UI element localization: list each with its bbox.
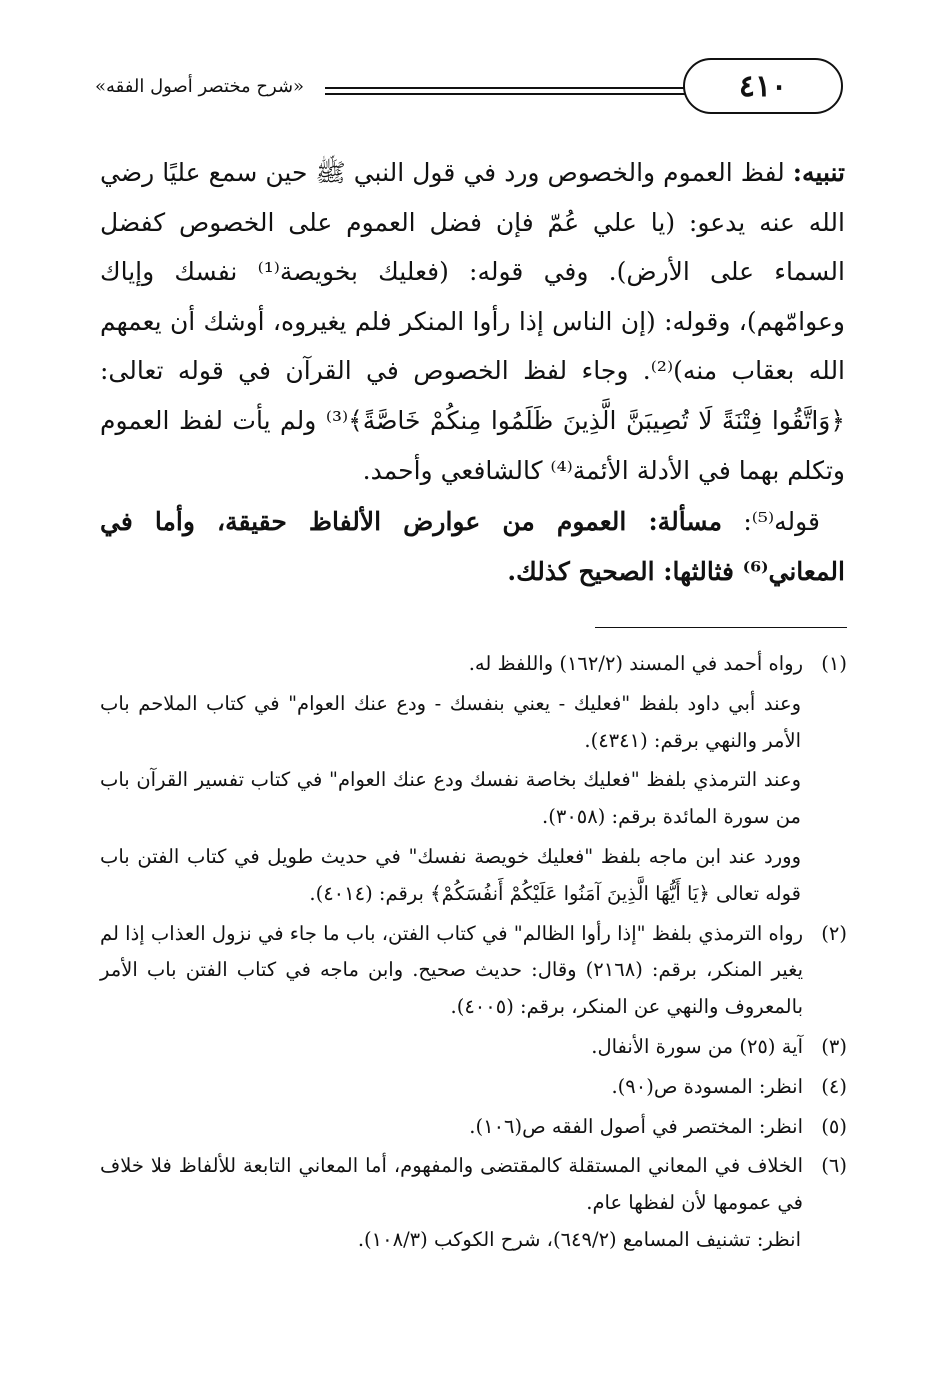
footnote-1-abudawud: وعند أبي داود بلفظ "فعليك - يعني بنفسك - ودع عنك العوام" في كتاب الملاحم باب الأمر والنهي برقم: (٤٣٤١). — [100, 691, 801, 752]
footnote-number: (٥) — [821, 1114, 847, 1138]
issue-text: مسألة: العموم من عوارض الألفاظ حقيقة، وأما في المعاني⁽⁶⁾ فثالثها: الصحيح كذلك. — [100, 507, 845, 586]
footnote-separator — [595, 627, 847, 628]
footnote-number: (٤) — [821, 1074, 847, 1098]
footnote-1 — [100, 646, 847, 683]
note-text: لفظ العموم والخصوص ورد في قول النبي ﷺ حين سمع عليًا رضي الله عنه يدعو: (يا علي عُمّ فإن فضل العموم على الخصوص كفضل السماء على الأرض). وفي قوله: (فعليك بخويصة⁽¹⁾ نفسك وإياك وعوامّهم)، وقوله: (إن الناس إذا رأوا المنكر فلم يغيروه، أوشك أن يعمهم الله بعقاب منه)⁽²⁾. وجاء لفظ الخصوص في القرآن في قوله تعالى: ﴿وَاتَّقُوا فِتْنَةً لَا تُصِيبَنَّ الَّذِينَ ظَلَمُوا مِنكُمْ خَاصَّةً﴾⁽³⁾ ولم يأت لفظ العموم وتكلم بهما في الأدلة الأئمة⁽⁴⁾ كالشافعي وأحمد. — [100, 158, 846, 485]
footnote-number: (٣) — [821, 1034, 847, 1058]
footnote-number: (٢) — [821, 921, 847, 945]
footnote-1-ibnmajah: وورد عند ابن ماجه بلفظ "فعليك خويصة نفسك" في حديث طويل في كتاب الفتن باب قوله تعالى ﴿يَا أَيُّهَا الَّذِينَ آمَنُوا عَلَيْكُمْ أَنفُسَكُمْ﴾ برقم: (٤٠١٤). — [100, 844, 801, 905]
footnote-6-references: انظر: تشنيف المسامع (٦٤٩/٢)، شرح الكوكب (١٠٨/٣). — [357, 1227, 801, 1251]
paragraph-issue — [100, 497, 845, 596]
page-number: ٤١٠ — [683, 58, 843, 114]
paragraph-note — [100, 148, 845, 495]
footnote-text: رواه أحمد في المسند (١٦٢/٢) واللفظ له. — [468, 652, 803, 675]
footnote-4 — [100, 1069, 847, 1106]
footnote-number: (١) — [821, 652, 847, 675]
footnote-text: آية (٢٥) من سورة الأنفال. — [591, 1034, 803, 1058]
main-text — [100, 148, 845, 596]
footnote-number: (٦) — [821, 1154, 847, 1178]
footnote-2 — [100, 916, 847, 1026]
footnote-text: انظر: المختصر في أصول الفقه ص(١٠٦). — [469, 1114, 803, 1138]
footnote-5 — [100, 1109, 847, 1146]
footnotes — [100, 646, 847, 1259]
header-double-rule — [325, 87, 715, 95]
footnote-6 — [100, 1148, 847, 1222]
issue-lead: قوله⁽⁵⁾: — [722, 507, 820, 537]
note-label: تنبيه: — [792, 158, 845, 187]
running-title: «شرح مختصر أصول الفقه» — [95, 76, 305, 97]
footnote-text: رواه الترمذي بلفظ "إذا رأوا الظالم" في كتاب الفتن، باب ما جاء في نزول العذاب إذا لم يغير المنكر، برقم: (٢١٦٨) وقال: حديث صحيح. وابن ماجه في كتاب الفتن باب الأمر بالمعروف والنهي عن المنكر، برقم: (٤٠٠٥). — [100, 921, 803, 1019]
footnote-text: الخلاف في المعاني المستقلة كالمقتضى والمفهوم، أما المعاني التابعة للألفاظ فلا خلاف في عمومها لأن لفظها عام. — [100, 1154, 803, 1215]
footnote-text: انظر: المسودة ص(٩٠). — [611, 1074, 803, 1098]
footnote-3 — [100, 1029, 847, 1066]
footnote-1-tirmidhi: وعند الترمذي بلفظ "فعليك بخاصة نفسك ودع عنك العوام" في كتاب تفسير القرآن باب من سورة المائدة برقم: (٣٠٥٨). — [100, 768, 801, 829]
page-header — [95, 58, 847, 118]
